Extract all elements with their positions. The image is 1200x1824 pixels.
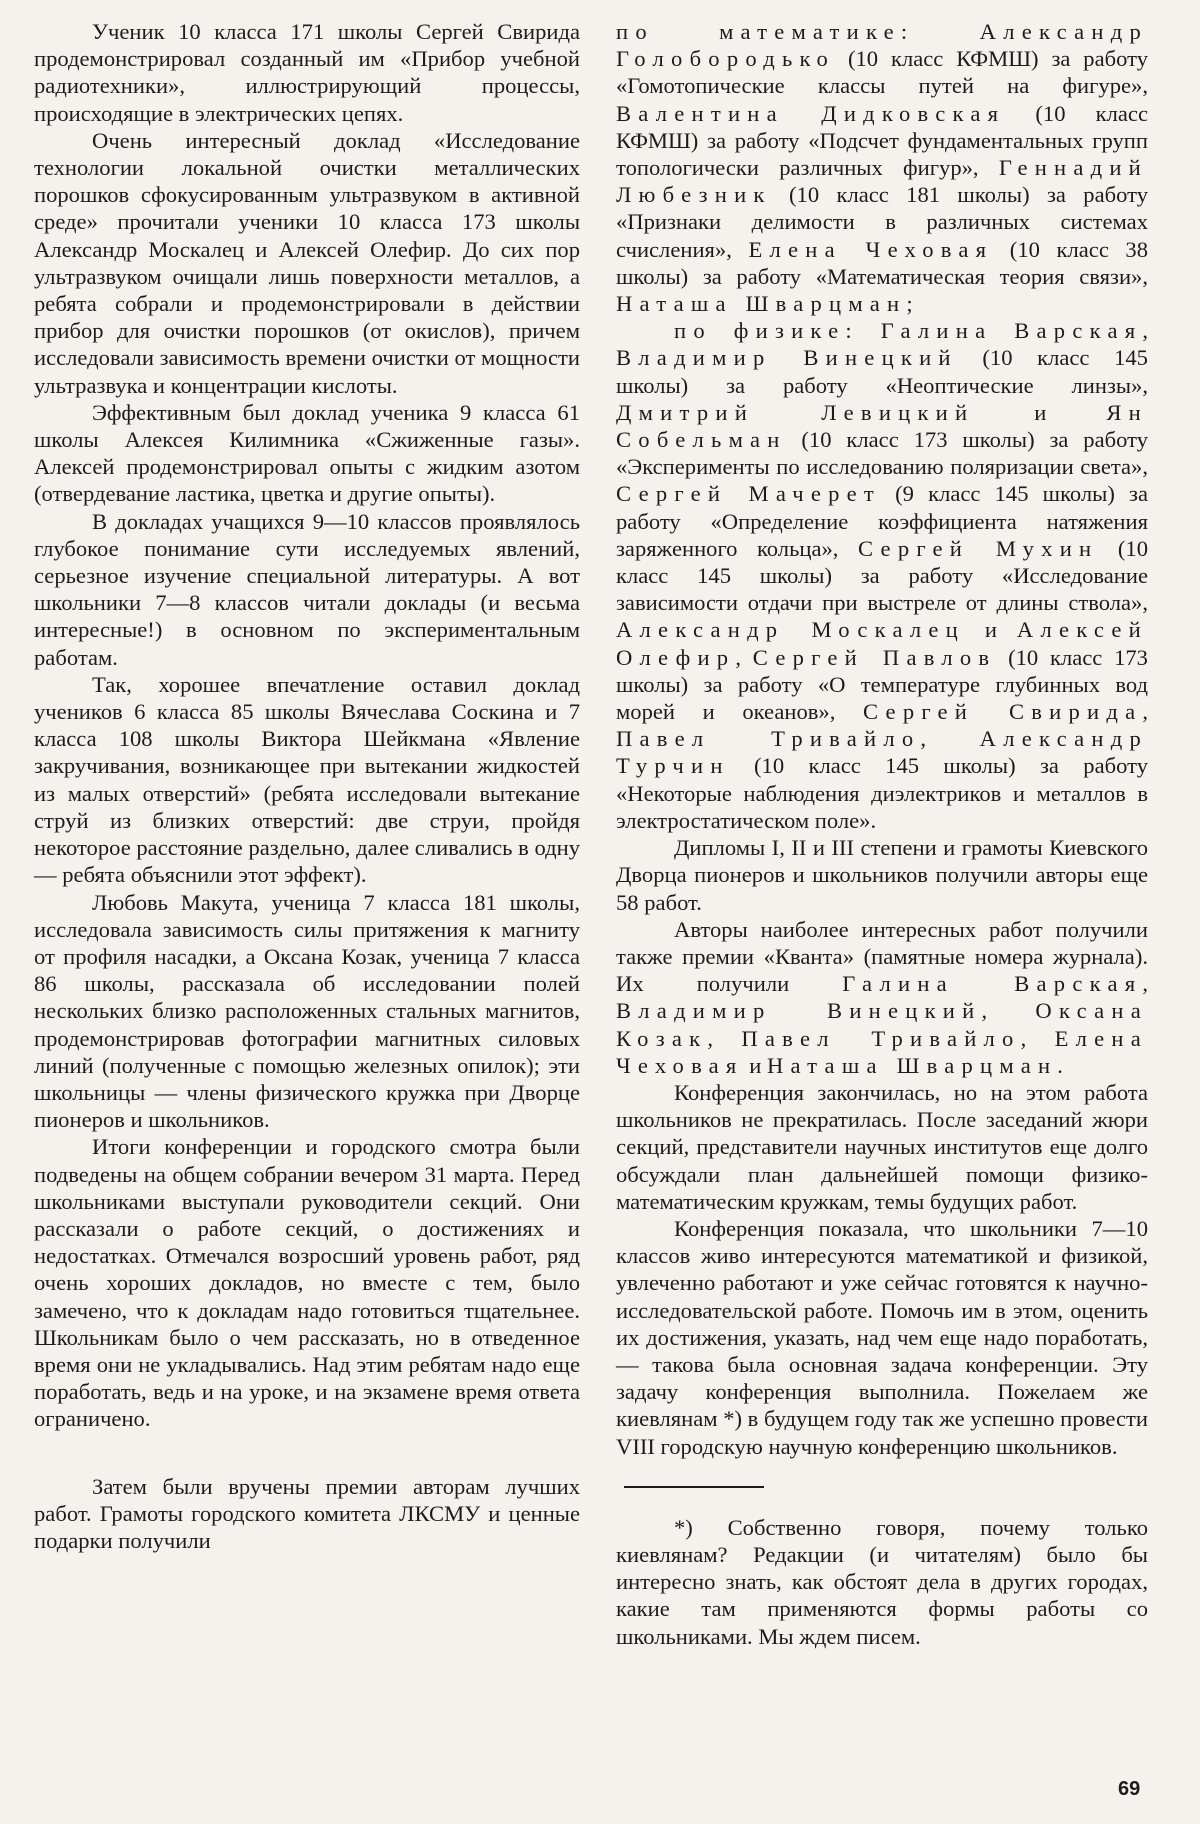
person-name: Галина Варская bbox=[842, 971, 1143, 997]
person-name: Оксана Козак bbox=[616, 998, 1148, 1051]
text-run: (10 класс 173 школы) за работу «О температуре глубинных вод морей и океанов», bbox=[616, 644, 1148, 725]
left-column bbox=[34, 18, 580, 1554]
page-number: 69 bbox=[1118, 1778, 1141, 1800]
person-name: Сергей Мачерет bbox=[616, 481, 881, 507]
text-run: и bbox=[974, 399, 1107, 425]
text-run: (10 класс КФМШ) за работу «Подсчет фундаментальных групп топологически различных фигур», bbox=[616, 100, 1148, 181]
text-run: , bbox=[1142, 699, 1148, 725]
text-run: , bbox=[981, 998, 1036, 1024]
section-lead: по математике: bbox=[616, 19, 980, 44]
person-name: Галина Варская bbox=[880, 318, 1143, 344]
text-run: , bbox=[1020, 1025, 1055, 1051]
person-name: Павел Тривайло bbox=[616, 726, 921, 752]
paragraph: Конференция показала, что школьники 7—10 классов живо интересуются математикой и физикой, увлеченно работают и уже сейчас готовятся к научно-исследовательской работе. Помочь им в этом, оценить их достижения, указать, над чем еще надо поработать,— такова была основная задача конференции. Эту задачу конференция выполнила. Пожелаем же киевлянам *) в будущем году так же успешно провести VIII городскую научную конференцию школьников. bbox=[616, 1215, 1148, 1459]
paragraph: Эффективным был доклад ученика 9 класса 61 школы Алексея Килимника «Сжиженные газы». Алексей продемонстрировал опыты с жидким азотом (отвердевание ластика, цветка и другие опыты). bbox=[34, 399, 580, 507]
text-run: , bbox=[735, 644, 753, 670]
right-column bbox=[616, 18, 1148, 1650]
physics-awards-paragraph bbox=[616, 317, 1148, 834]
person-name: Александр Турчин bbox=[616, 726, 1148, 779]
text-run: (10 класс 173 школы) за работу «Эксперименты по исследованию поляризации света», bbox=[616, 427, 1148, 480]
person-name: Сергей Павлов bbox=[752, 644, 997, 670]
paragraph: Так, хорошее впечатление оставил доклад учеников 6 класса 85 школы Вячеслава Соскина и 7 класса 108 школы Виктора Шейкмана «Явление закручивания, возникающее при вытекании жидкостей из малых отверстий» (ребята исследовали вытекание струй из близких отверстий: две струи, пройдя некоторое расстояние раздельно, далее сливались в одну — ребята объяснили этот эффект). bbox=[34, 671, 580, 888]
person-name: Наташа Шварцман bbox=[766, 1052, 1058, 1078]
paragraph: Дипломы I, II и III степени и грамоты Киевского Дворца пионеров и школьников получили авторы еще 58 работ. bbox=[616, 835, 1148, 915]
paragraph: Затем были вручены премии авторам лучших работ. Грамоты городского комитета ЛКСМУ и ценные подарки получили bbox=[34, 1473, 580, 1553]
paragraph: Конференция закончилась, но на этом работа школьников не прекратилась. После заседаний жюри секций, представители научных институтов еще долго обсуждали план дальнейшей помощи физико-математическим кружкам, темы будущих работ. bbox=[616, 1079, 1148, 1214]
text-run: , bbox=[1142, 318, 1148, 344]
person-name: Павел Тривайло bbox=[741, 1025, 1021, 1051]
person-name: Сергей Мухин bbox=[857, 535, 1099, 561]
text-run: и bbox=[743, 1052, 767, 1078]
text-run: (10 класс 145 школы) за работу «Некоторые наблюдения диэлектриков и металлов в электростатическом поле». bbox=[616, 753, 1148, 833]
text-run: ; bbox=[906, 291, 913, 317]
footnote: *) Собственно говоря, почему только киевлянам? Редакции (и читателям) было бы интересно знать, как обстоят дела в других городах, какие там применяются формы работы со школьниками. Мы ждем писем. bbox=[616, 1514, 1148, 1649]
person-name: Владимир Винецкий bbox=[616, 345, 958, 371]
kvant-prizes-paragraph bbox=[616, 916, 1148, 1079]
paragraph: Ученик 10 класса 171 школы Сергей Свирида продемонстрировал созданный им «Прибор учебной радиотехники», иллюстрирующий процессы, происходящие в электрических цепях. bbox=[34, 19, 580, 126]
person-name: Геннадий Любезник bbox=[616, 155, 1148, 208]
person-name: Сергей Свирида bbox=[862, 699, 1143, 725]
text-run: , bbox=[707, 1025, 742, 1051]
text-run: , bbox=[920, 726, 980, 752]
person-name: Елена Чеховая bbox=[748, 236, 994, 262]
person-name: Александр Голобородько bbox=[616, 19, 1148, 72]
person-name: Наташа Шварцман bbox=[616, 291, 907, 317]
person-name: Дмитрий Левицкий bbox=[616, 399, 975, 425]
text-run: (10 класс КФМШ) за работу «Гомотопические классы путей на фигуре», bbox=[616, 46, 1148, 99]
person-name: Алексей Олефир bbox=[616, 617, 1148, 670]
person-name: Александр Москалец bbox=[616, 617, 965, 643]
text-run: (9 класс 145 школы) за работу «Определение коэффициента натяжения заряженного кольца», bbox=[616, 481, 1148, 561]
section-lead: по физике: bbox=[674, 318, 881, 344]
text-run: (10 класс 145 школы) за работу «Исследование зависимости отдачи при выстреле от длины ствола», bbox=[616, 535, 1148, 616]
person-name: Ян Собельман bbox=[616, 399, 1149, 453]
text-run: . bbox=[1057, 1052, 1063, 1078]
footnote-divider bbox=[624, 1486, 764, 1488]
paragraph: Итоги конференции и городского смотра были подведены на общем собрании вечером 31 марта. Перед школьниками выступали руководители секций. Они рассказали о работе секций, о достижениях и недостатках. Отмечался возросший уровень работ, ряд очень хороших докладов, но вместе с тем, было замечено, что к докладам надо готовиться тщательнее. Школьникам было о чем рассказать, но в отведенное время они не укладывались. Над этим ребятам надо еще поработать, ведь и на уроке, и на экзамене время ответа ограничено. bbox=[34, 1134, 580, 1432]
math-awards-paragraph bbox=[616, 18, 1148, 317]
paragraph: Любовь Макута, ученица 7 класса 181 школы, исследовала зависимость силы притяжения к магниту от профиля насадки, а Оксана Козак, ученица 7 класса 86 школы, рассказала об исследовании полей нескольких близко расположенных стальных магнитов, продемонстрировав фотографии магнитных силовых линий (полученные с помощью железных опилок); эти школьницы — члены физического кружка при Дворце пионеров и школьников. bbox=[34, 889, 580, 1133]
person-name: Валентина Дидковская bbox=[616, 100, 1006, 126]
text-run: , bbox=[1142, 971, 1148, 997]
text-run: и bbox=[965, 617, 1017, 643]
paragraph: Очень интересный доклад «Исследование технологии локальной очистки металлических порошков сфокусированным ультразвуком в активной среде» прочитали ученики 10 класса 173 школы Александр Москалец и Алексей Олефир. До сих пор ультразвуком очищали лишь поверхности металлов, а ребята собрали и продемонстрировали в действии прибор для очистки порошков (от окислов), причем исследовали зависимость времени очистки от мощности ультразвука и концентрации кислоты. bbox=[34, 127, 580, 398]
person-name: Владимир Винецкий bbox=[616, 998, 982, 1024]
text-run: (10 класс 181 школы) за работу «Признаки делимости в различных системах счисления», bbox=[616, 182, 1148, 262]
person-name: Елена Чеховая bbox=[616, 1025, 1148, 1078]
text-run: (10 класс 38 школы) за работу «Математическая теория связи», bbox=[616, 236, 1149, 289]
text-run: (10 класс 145 школы) за работу «Неоптические линзы», bbox=[616, 345, 1148, 398]
text-run: Авторы наиболее интересных работ получили также премии «Кванта» (памятные номера журнала). Их получили bbox=[616, 916, 1148, 997]
paragraph: В докладах учащихся 9—10 классов проявлялось глубокое понимание сути исследуемых явлений, серьезное изучение специальной литературы. А вот школьники 7—8 классов читали доклады (и весьма интересные!) в основном по экспериментальным работам. bbox=[34, 508, 580, 670]
